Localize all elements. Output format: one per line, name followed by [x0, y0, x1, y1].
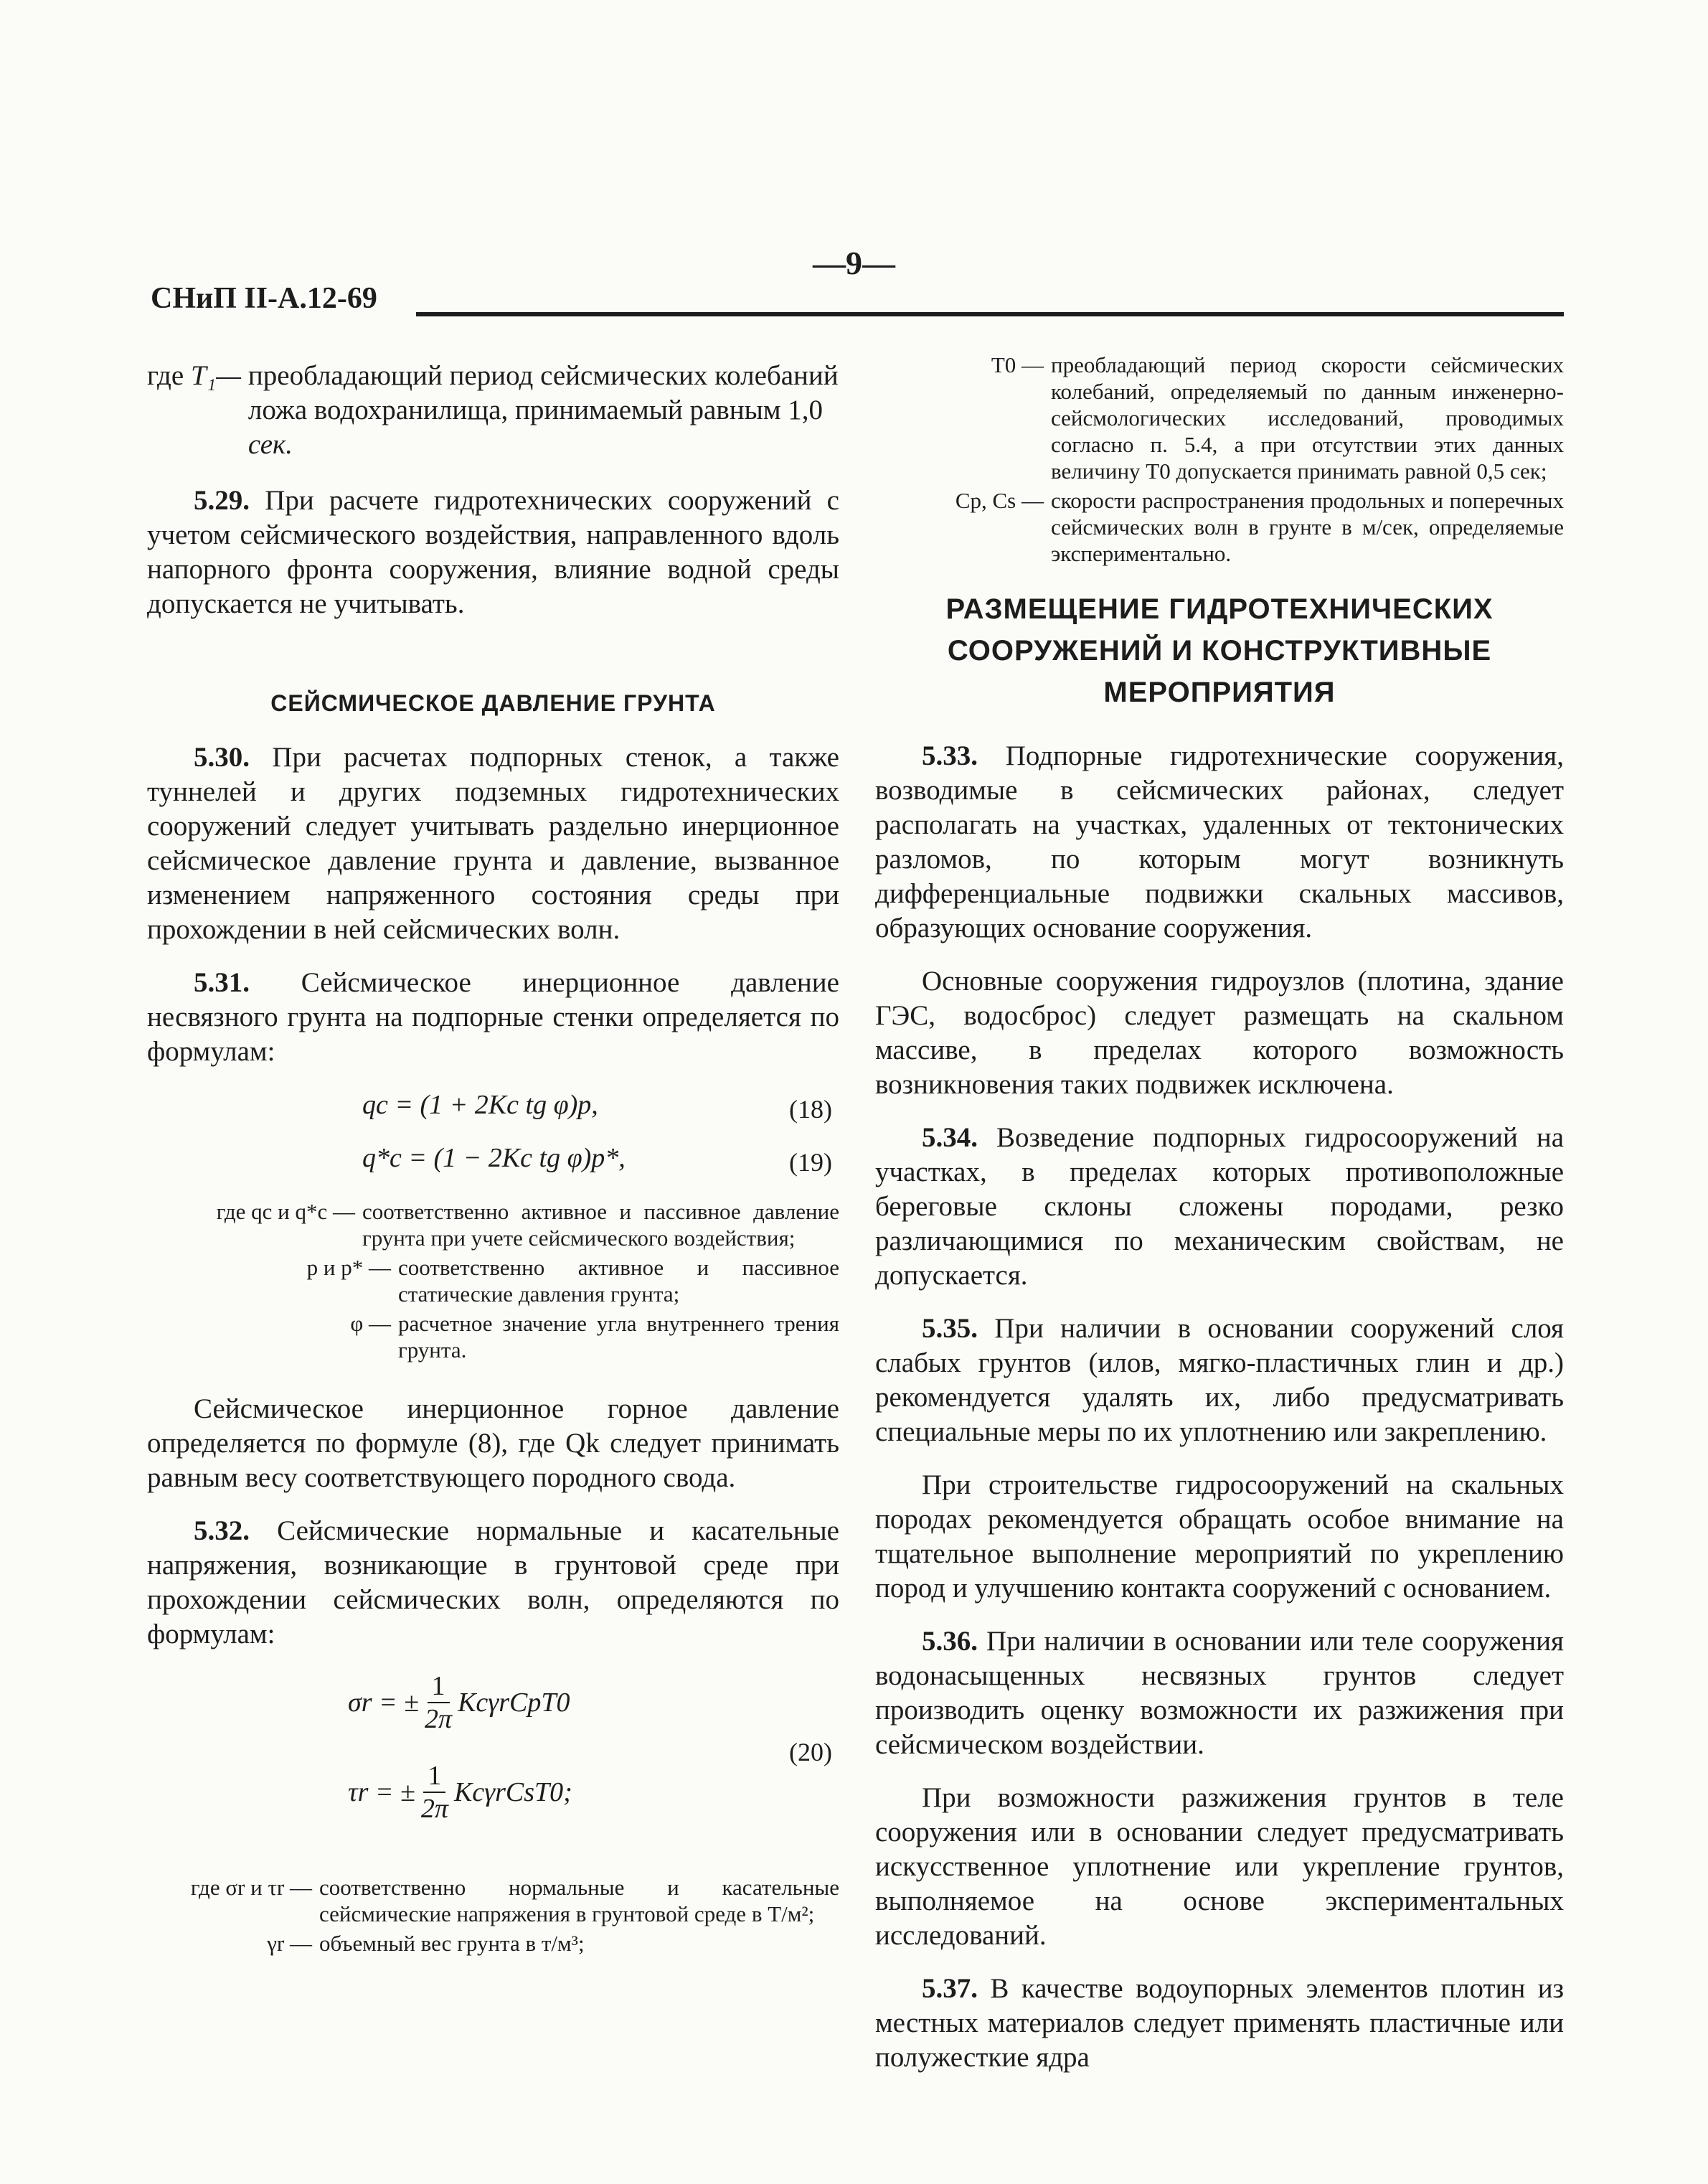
clause-number: 5.36.	[922, 1626, 978, 1657]
formula-lhs: τr = ±	[348, 1777, 415, 1807]
definition-description	[248, 359, 839, 462]
formula-number: (18)	[789, 1095, 832, 1124]
definition-unit: сек.	[247, 429, 293, 460]
clause-text: Сейсмические нормальные и касательные напряжения, возникающие в грунтовой среде при прохождении сейсмических волн, определяются по формулам:	[147, 1515, 839, 1649]
paragraph-5-30	[147, 740, 839, 947]
definition-row	[147, 1198, 839, 1251]
clause-text: При наличии в основании или теле сооружения водонасыщенных несвязных грунтов следует производить оценку возможности их разжижения при сейсмическом воздействии.	[875, 1626, 1564, 1760]
paragraph-5-36	[875, 1624, 1564, 1762]
definitions-continued	[875, 352, 1564, 567]
formula-rhs: KcγrCpT0	[458, 1688, 570, 1718]
definition-text: преобладающий период сейсмических колебаний ложа водохранилища, принимаемый равным 1,0	[247, 360, 839, 425]
definitions-formula-20	[147, 1874, 839, 1957]
fraction-denominator: 2π	[420, 1794, 448, 1824]
formula-expression: qc = (1 + 2Kc tg φ)p,	[362, 1090, 598, 1120]
clause-number: 5.30.	[194, 742, 250, 773]
definition-description: скорости распространения продольных и поперечных сейсмических волн в грунте в м/сек, определяемые экспериментально.	[1051, 488, 1564, 566]
definition-row	[147, 1254, 839, 1307]
formula-expression: q*c = (1 − 2Kc tg φ)p*,	[362, 1143, 626, 1173]
formula-rhs: KcγrCsT0;	[453, 1777, 572, 1807]
formula-18	[147, 1088, 839, 1132]
clause-number: 5.37.	[922, 1973, 978, 2004]
definition-description: соответственно активное и пассивное давление грунта при учете сейсмического воздействия;	[362, 1199, 839, 1251]
page-number: —9—	[813, 245, 895, 281]
definition-t1	[147, 359, 839, 462]
paragraph-5-29	[147, 484, 839, 621]
clause-text: При расчетах подпорных стенок, а также туннелей и других подземных гидротехнических сооружений следует учитывать раздельно инерционное сейсмическое давление грунта и давление, вызванное изменением напряженного состояния среды при прохождении в ней сейсмических волн.	[147, 742, 839, 945]
section-heading-soil-pressure: СЕЙСМИЧЕСКОЕ ДАВЛЕНИЕ ГРУНТА	[270, 690, 716, 716]
definition-description: расчетное значение угла внутреннего трения грунта.	[398, 1311, 839, 1362]
clause-text: При расчете гидротехнических сооружений с учетом сейсмического воздействия, направленного вдоль напорного фронта сооружения, влияние водной среды допускается не учитывать.	[147, 485, 839, 619]
clause-text: Подпорные гидротехнические сооружения, возводимые в сейсмических районах, следует располагать на участках, удаленных от тектонических разломов, по которым могут возникнуть дифференциальные подвижки скальных массивов, образующих основание сооружения.	[875, 740, 1564, 943]
paragraph-5-34	[875, 1121, 1564, 1293]
header-rule	[416, 312, 1564, 316]
formula-19	[147, 1141, 839, 1185]
paragraph-rock-pressure: Сейсмическое инерционное горное давление определяется по формуле (8), где Qk следует принимать равным весу соответствующего породного свода.	[147, 1393, 839, 1493]
definition-term: γr —	[267, 1931, 312, 1956]
clause-text: При наличии в основании сооружений слоя слабых грунтов (илов, мягко-пластичных глин и др.) рекомендуется удалять их, либо предусматривать специальные меры по их уплотнению или закреплению.	[875, 1313, 1564, 1447]
formula-lhs: σr = ±	[348, 1688, 420, 1718]
definition-row	[875, 352, 1564, 484]
paragraph-5-32	[147, 1514, 839, 1652]
definition-lead: где	[147, 360, 184, 391]
definition-term: p и p* —	[306, 1255, 391, 1280]
definition-row	[875, 487, 1564, 567]
paragraph-5-31	[147, 966, 839, 1069]
definition-term: T0 —	[991, 352, 1044, 377]
paragraph-5-35	[875, 1312, 1564, 1449]
formula-20-line-shear	[348, 1760, 572, 1825]
clause-text: Возведение подпорных гидросооружений на участках, в пределах которых противоположные береговые склоны сложены породами, резко различающимися по механическим свойствам, не допускается.	[875, 1122, 1564, 1291]
fraction	[425, 1670, 452, 1735]
definition-row	[147, 1874, 839, 1927]
definition-term: Cp, Cs —	[955, 488, 1044, 513]
document-code: СНиП II-А.12-69	[151, 282, 377, 315]
definition-description: соответственно активное и пассивное статические давления грунта;	[398, 1255, 839, 1307]
formula-number: (19)	[789, 1148, 832, 1177]
clause-number: 5.34.	[922, 1122, 978, 1153]
definition-term	[147, 359, 248, 462]
clause-number: 5.33.	[922, 740, 978, 771]
definitions-formula-18-19	[147, 1198, 839, 1363]
fraction-numerator: 1	[428, 1670, 450, 1703]
definition-row	[147, 1310, 839, 1363]
paragraph-5-36-cont: При возможности разжижения грунтов в теле сооружения или в основании следует предусматривать искусственное уплотнение или укрепление грунтов, выполняемое на основе экспериментальных исследований.	[875, 1782, 1564, 1951]
clause-number: 5.35.	[922, 1313, 978, 1344]
clause-number: 5.29.	[194, 485, 250, 516]
clause-number: 5.32.	[194, 1515, 250, 1546]
formula-20-line-normal	[348, 1670, 570, 1735]
definition-description: преобладающий период скорости сейсмических колебаний, определяемый по данным инженерно-сейсмологических исследований, проводимых согласно п. 5.4, а при отсутствии этих данных величину T0 допускается принимать равной 0,5 сек;	[1051, 352, 1564, 484]
definition-term: где σr и τr —	[190, 1875, 312, 1900]
definition-symbol: T₁—	[190, 360, 241, 391]
fraction	[421, 1760, 448, 1825]
fraction-denominator: 2π	[425, 1704, 453, 1734]
definition-description: соответственно нормальные и касательные сейсмические напряжения в грунтовой среде в Т/м²;	[319, 1875, 839, 1926]
formula-20	[147, 1670, 839, 1850]
formula-number: (20)	[789, 1738, 832, 1766]
definition-row	[147, 1930, 839, 1957]
fraction-numerator: 1	[423, 1760, 445, 1793]
clause-number: 5.31.	[194, 967, 250, 998]
paragraph-5-35-cont: При строительстве гидросооружений на скальных породах рекомендуется обращать особое внимание на тщательное выполнение мероприятий по укреплению пород и улучшению контакта сооружений с основанием.	[875, 1469, 1564, 1604]
paragraph-5-37	[875, 1972, 1564, 2075]
paragraph-5-33	[875, 739, 1564, 946]
right-column	[875, 352, 1564, 2094]
paragraph-5-33-cont: Основные сооружения гидроузлов (плотина, здание ГЭС, водосброс) следует размещать на скальном массиве, в пределах которого возможность возникновения таких подвижек исключена.	[875, 966, 1564, 1100]
definition-description: объемный вес грунта в т/м³;	[319, 1931, 585, 1956]
definition-term: где qc и q*c —	[216, 1199, 355, 1224]
left-column	[147, 359, 839, 1978]
section-heading-placement: РАЗМЕЩЕНИЕ ГИДРОТЕХНИЧЕСКИХ СООРУЖЕНИЙ И КОНСТРУКТИВНЫЕ МЕРОПРИЯТИЯ	[945, 593, 1494, 708]
clause-text: Сейсмическое инерционное давление несвязного грунта на подпорные стенки определяется по формулам:	[147, 967, 839, 1067]
definition-term: φ —	[350, 1311, 391, 1336]
clause-text: В качестве водоупорных элементов плотин из местных материалов следует применять пластичные или полужесткие ядра	[875, 1973, 1564, 2073]
